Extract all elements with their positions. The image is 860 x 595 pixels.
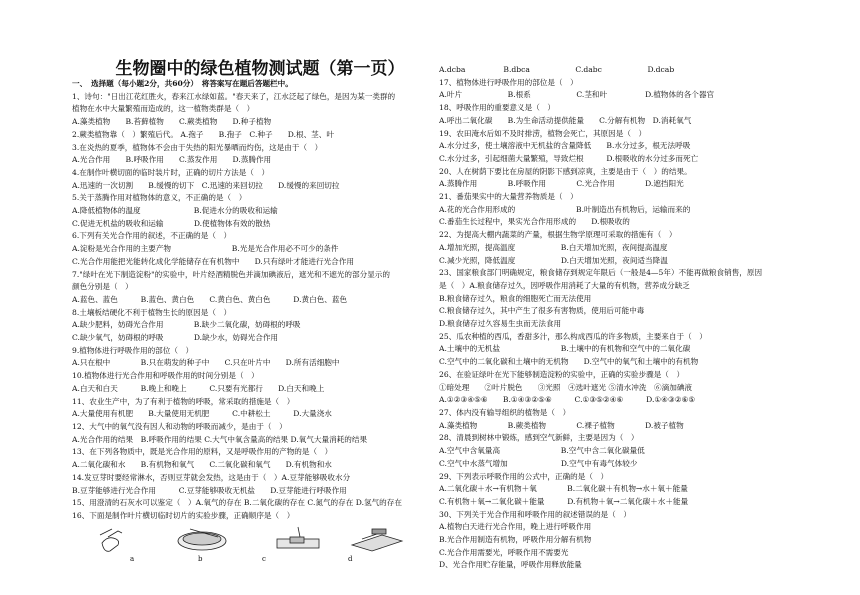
page-title: 生物圈中的绿色植物测试题（第一页） [115, 59, 405, 79]
question-line: A.只在根中 B.只在萌发的种子中 C.只在叶片中 D.所有活细胞中 [72, 358, 340, 368]
question-line: 4.在制作叶横切面的临时装片时，正确的切片方法是（ ） [72, 167, 270, 177]
question-line: A.藻类植物 B.苔藓植物 C.蕨类植物 D.种子植物 [72, 117, 272, 127]
question-line: 22、为提高大棚内蔬菜的产量，根据生物学原理可采取的措施有（ ） [439, 230, 677, 240]
question-line: ①暗处理 ②叶片脱色 ③光照 ④选叶遮光 ⑤清水冲洗 ⑥滴加碘液 [439, 382, 693, 392]
question-line: A.①②③④⑤⑥ B.①④③②⑤⑥ C.①③⑤②④⑥ D.①④③②⑥⑤ [439, 395, 696, 405]
question-line: 9.植物体进行呼吸作用的部位（ ） [72, 345, 194, 355]
figure-label-b: b [198, 554, 203, 563]
question-line: A.花的光合作用形成的 B.叶制造出有机物后，运输而来的 [439, 204, 691, 214]
question-line: A.光合作用 B.呼吸作用 C.蒸发作用 D.蒸腾作用 [72, 155, 272, 165]
question-line: 23、国家粮食部门明确规定，粮食储存到规定年限后（一般是4—5年）不能再做粮食销售，原因 [439, 268, 763, 278]
question-line: 19、农田淹水后如不及时排涝，植物会死亡，其原因是（ ） [439, 128, 647, 138]
question-line: 17、植物体进行呼吸作用的部位是（ ） [439, 77, 578, 87]
question-line: 3.在炎热的夏季，植物体不会由于失热的阳光暴晒而灼伤，这是由于（ ） [72, 142, 323, 152]
question-line: 7."绿叶在光下制造淀粉"的实验中，叶片经酒精脱色并滴加碘液后，遮光和不遮光的部分显示的 [72, 269, 390, 279]
question-line: A.水分过多，使土壤溶液中无机盐的含量降低 B.水分过多，根无法呼吸 [439, 141, 691, 151]
question-line: D.粮食储存过久容易生虫而无法食用 [439, 319, 562, 329]
question-line: 11、农业生产中，为了有利于植物的呼吸，常采取的措施是（ ） [72, 396, 295, 406]
question-line: 6.下列有关光合作用的叙述，不正确的是（ ） [72, 231, 232, 241]
question-line: B.粮食储存过久，粮食的细胞死亡而无法使用 [439, 293, 592, 303]
question-line: A.二氧化碳＋水→有机物＋氧 B.二氧化碳＋有机物→水＋氧＋能量 [439, 484, 688, 494]
question-line: A.迅速的一次切割 B.缓慢的切下 C.迅速的来回切拉 D.缓慢的来回切拉 [72, 180, 340, 190]
question-line: 颜色分别是（ ） [72, 282, 133, 292]
question-line: C.粮食储存过久，其中产生了很多有害物质，使用后可能中毒 [439, 306, 645, 316]
question-line: C.有机物＋氧→二氧化碳＋能量 D.有机物＋氧→二氧化碳＋水＋能量 [439, 496, 689, 506]
question-line: C.空气中水蒸气增加 D.空气中有毒气体较少 [439, 458, 638, 468]
question-line: 16、下面是制作叶片横切临时切片的实验步骤，正确顺序是（ ） [72, 510, 295, 520]
question-line: 27、体内没有输导组织的植物是（ ） [439, 407, 571, 417]
question-line: D、光合作用贮存能量，呼吸作用释放能量 [439, 560, 582, 570]
question-line: 13、在下列各物质中，既是光合作用的原料，又是呼吸作用的产物的是（ ） [72, 447, 333, 457]
question-line: A.降低植物体的温度 B.促进水分的吸收和运输 [72, 206, 278, 216]
question-line: 25、瓜农种植的西瓜，香甜多汁，那么构成西瓜的许多物质，主要来自于（ ） [439, 331, 707, 341]
figure-label-d: d [348, 554, 353, 563]
question-line: 15、用澄清的石灰水可以鉴定（ ）A.氧气的存在 B.二氧化碳的存在 C.氮气的存在 D.氢气的存在 [72, 498, 402, 508]
question-line: 18、呼吸作用的重要意义是（ ） [439, 103, 555, 113]
question-line: C.空气中的二氧化碳和土壤中的无机物 D.空气中的氧气和土壤中的有机物 [439, 357, 699, 367]
question-line: B.光合作用制造有机物，呼吸作用分解有机物 [439, 535, 592, 545]
question-line: C.光合作用需要光，呼吸作用不需要光 [439, 547, 569, 557]
experiment-steps-figure [72, 525, 422, 567]
question-line: 植物在水中大量繁殖而造成的，这一植物类群是（ ） [72, 104, 255, 114]
question-line: A.土壤中的无机盐 B.土壤中的有机物和空气中的二氧化碳 [439, 344, 691, 354]
experiment-steps-illustration [72, 525, 412, 555]
question-line: A.光合作用的结果 B.呼吸作用的结果 C.大气中氧含量高的结果 D.氧气大量消耗的结果 [72, 434, 368, 444]
question-line: A.大量使用有机肥 B.大量使用无机肥 C.中耕松土 D.大量浇水 [72, 409, 332, 419]
question-line: A.蓝色、蓝色 B.蓝色、黄白色 C.黄白色、黄白色 D.黄白色、蓝色 [72, 294, 348, 304]
question-line: 10.植物体进行光合作用和呼吸作用的时间分别是（ ） [72, 371, 259, 381]
question-line: 28、清晨到树林中锻炼，感到空气新鲜，主要是因为（ ） [439, 433, 639, 443]
question-line: C.水分过多，引起细菌大量繁殖，导致烂根 D.根吸收的水分过多而死亡 [439, 153, 699, 163]
question-line: 是（ ）A.粮食储存过久，因呼吸作用消耗了大量的有机物，营养成分缺乏 [439, 280, 690, 290]
question-line: 14.发豆芽时要经常淋水，否则豆芽就会发热，这是由于（ ）A.豆芽能够吸收水分 [72, 472, 351, 482]
question-line: A.呼出二氧化碳 B.为生命活动提供能量 C.分解有机物 D.消耗氧气 [439, 115, 692, 125]
question-line: A.增加光照，提高温度 B.白天增加光照，夜间提高温度 [439, 242, 668, 252]
left-column [72, 78, 422, 567]
question-line: A.叶片 B.根系 C.茎和叶 D.植物体的各个器官 [439, 90, 715, 100]
right-column [439, 64, 784, 572]
question-line: C.促进无机盐的吸收和运输 D.使植物体有效的散热 [72, 218, 271, 228]
question-line: A.缺少肥料，妨碍光合作用 B.缺少二氧化碳，妨碍根的呼吸 [72, 320, 301, 330]
figure-label-c: c [262, 554, 266, 563]
question-line: 26、在验证绿叶在光下能够制造淀粉的实验中，正确的实验步骤是（ ） [439, 369, 685, 379]
question-line: A.藻类植物 B.蕨类植物 C.裸子植物 D.被子植物 [439, 420, 684, 430]
question-line: 8.土壤板结硬化不利于植物生长的原因是（ ） [72, 307, 232, 317]
question-line: A.白天和白天 B.晚上和晚上 C.只要有光都行 D.白天和晚上 [72, 383, 325, 393]
question-line: C.缺少氧气，妨碍根的呼吸 D.缺少水，妨碍光合作用 [72, 333, 279, 343]
question-line: 30、下列关于光合作用和呼吸作用的叙述错误的是（ ） [439, 509, 631, 519]
question-line: A.蒸腾作用 B.呼吸作用 C.光合作用 D.遮挡阳光 [439, 179, 684, 189]
question-line: A.空气中含氧量高 B.空气中含二氧化碳量低 [439, 446, 645, 456]
question-line: 20、人在树荫下要比在房屋的阴影下感到凉爽，主要是由于（ ）的结果。 [439, 166, 692, 176]
question-line: 12、大气中的氧气没有因人和动物的呼吸而减少，是由于（ ） [72, 421, 287, 431]
question-line: C.番茄生长过程中，果实光合作用形成的 D.根吸收的 [439, 217, 630, 227]
question-line: A.植物白天进行光合作用，晚上进行呼吸作用 [439, 522, 592, 532]
section-header: 一、 选择题（每小题2分，共60分） 将答案写在题后答题栏中。 [72, 79, 293, 88]
question-line: C.减少光照，降低温度 D.白天增加光照，夜间适当降温 [439, 255, 668, 265]
question-line: A.dcba B.dbca C.dabc D.dcab [439, 65, 675, 74]
question-line: A.淀粉是光合作用的主要产物 B.光是光合作用必不可少的条件 [72, 244, 339, 254]
question-line: 1、诗句："日出江花红胜火，春来江水绿如蓝。"春天来了，江水泛起了绿色，是因为某一类群的 [72, 91, 396, 101]
question-line: 29、下列表示呼吸作用的公式中，正确的是（ ） [439, 471, 609, 481]
figure-label-a: a [130, 554, 135, 563]
question-line: A.二氧化碳和水 B.有机物和氧气 C.二氧化碳和氧气 D.有机物和水 [72, 460, 332, 470]
question-line: 5.关于蒸腾作用对植物体的意义，不正确的是（ ） [72, 193, 247, 203]
question-line: C.光合作用能把光能转化成化学能储存在有机物中 D.只有绿叶才能进行光合作用 [72, 256, 354, 266]
question-line: 2.蕨类植物靠（ ）繁殖后代。 A.孢子 B.孢子 C.种子 D.根、茎、叶 [72, 129, 334, 139]
question-line: B.豆芽能够进行光合作用 C.豆芽能够吸收无机盐 D.豆芽能进行呼吸作用 [72, 485, 347, 495]
question-line: 21、番茄果实中的大量营养物质是（ ） [439, 192, 578, 202]
